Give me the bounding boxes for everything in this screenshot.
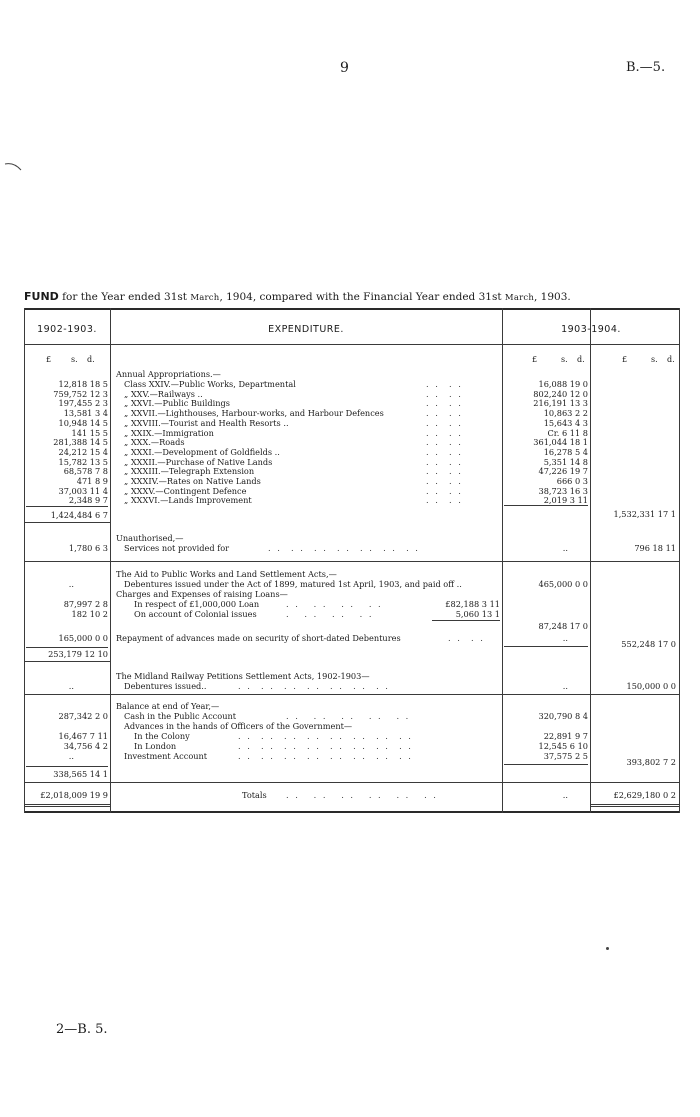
shilling-sign: s. bbox=[561, 355, 568, 364]
balance-total-1902: 338,565 14 1 bbox=[53, 769, 108, 779]
annual-row-label: „ XXVIII.—Tourist and Health Resorts .. bbox=[124, 417, 289, 428]
aid-charges-1903: 87,248 17 0 bbox=[538, 621, 588, 631]
annual-row-1902: 281,388 14 5 bbox=[53, 437, 108, 448]
aid-total-1902: 253,179 12 10 bbox=[48, 649, 108, 659]
annual-row-1902: 759,752 12 3 bbox=[53, 388, 108, 399]
leader-dots: . . . . bbox=[426, 437, 463, 448]
investment-1902: .. bbox=[68, 751, 74, 761]
annual-row-label: „ XXIX.—Immigration bbox=[124, 427, 214, 438]
balance-total-1903: 393,802 7 2 bbox=[626, 757, 676, 767]
aid-total-1903: 552,248 17 0 bbox=[621, 639, 676, 649]
unauthorised-1902: 1,780 6 3 bbox=[68, 543, 108, 553]
annual-row-1903: 2,019 3 11 bbox=[543, 495, 588, 506]
london-1903: 12,545 6 10 bbox=[538, 741, 588, 751]
margin-mark bbox=[4, 160, 24, 174]
annual-row-1903: 47,226 19 7 bbox=[538, 466, 588, 477]
annual-row-1902: 10,948 14 5 bbox=[58, 417, 108, 428]
fund-title-bold: FUND bbox=[24, 290, 59, 303]
unauthorised-1903-mid: .. bbox=[562, 543, 568, 553]
colony-label: In the Colony bbox=[134, 731, 190, 741]
annual-row-1902: 68,578 7 8 bbox=[63, 466, 108, 477]
fund-title-part2: , 1904, compared with the Financial Year ended 31st bbox=[219, 291, 505, 303]
investment-1903: 37,575 2 5 bbox=[543, 751, 588, 761]
leader-dots: . . . . bbox=[426, 446, 463, 457]
aid-debentures-1902: .. bbox=[68, 579, 74, 589]
midland-1903: 150,000 0 0 bbox=[626, 681, 676, 691]
aid-charges-label: Charges and Expenses of raising Loans— bbox=[116, 589, 288, 599]
annual-row-1902: 13,581 3 4 bbox=[63, 408, 108, 419]
fund-title bbox=[24, 290, 571, 303]
aid-loan-amount: £82,188 3 11 bbox=[445, 599, 500, 609]
london-label: In London bbox=[134, 741, 177, 751]
leader-dots: . . . . bbox=[426, 408, 463, 419]
pence-sign: d. bbox=[577, 355, 585, 364]
col-1903-header: 1903-1904. bbox=[561, 324, 621, 335]
annual-row-label: „ XXVII.—Lighthouses, Harbour-works, and Harbour Defences bbox=[124, 408, 384, 419]
aid-repayment-1902: 165,000 0 0 bbox=[58, 633, 108, 643]
unauthorised-label: Services not provided for bbox=[124, 543, 230, 553]
leader-dots: . . . . bbox=[426, 417, 463, 428]
colony-1902: 16,467 7 11 bbox=[58, 731, 108, 741]
page-number: 9 bbox=[340, 60, 349, 76]
annual-row-1903: 15,643 4 3 bbox=[543, 417, 588, 428]
unauthorised-1903: 796 18 11 bbox=[634, 543, 676, 553]
footer-reference: 2—B. 5. bbox=[56, 1022, 108, 1037]
cash-label: Cash in the Public Account bbox=[124, 711, 237, 721]
aid-debentures-label: Debentures issued under the Act of 1899, matured 1st April, 1903, and paid off .. bbox=[124, 579, 462, 589]
annual-row-label: „ XXX.—Roads bbox=[124, 437, 185, 448]
annual-total-1903: 1,532,331 17 1 bbox=[613, 509, 676, 519]
pound-sign: £ bbox=[622, 355, 628, 364]
pence-sign: d. bbox=[667, 355, 675, 364]
annual-row-1902: 141 15 5 bbox=[71, 427, 108, 438]
annual-row-1903: 216,191 13 3 bbox=[533, 398, 588, 409]
leader-dots: . . . . bbox=[426, 398, 463, 409]
shilling-sign: s. bbox=[651, 355, 658, 364]
annual-row-label: „ XXXIV.—Rates on Native Lands bbox=[124, 476, 261, 486]
pence-sign: d. bbox=[87, 355, 95, 364]
unauthorised-heading: Unauthorised,— bbox=[116, 533, 184, 543]
annual-row-1902: 2,348 9 7 bbox=[68, 495, 108, 506]
annual-row-label: „ XXVI.—Public Buildings bbox=[124, 398, 230, 409]
aid-repayment-1903: .. bbox=[562, 633, 568, 643]
cash-1903: 320,790 8 4 bbox=[538, 711, 588, 721]
advances-label: Advances in the hands of Officers of the Government— bbox=[124, 721, 353, 731]
annual-row-1903: 5,351 14 8 bbox=[543, 456, 588, 467]
aid-colonial-label: On account of Colonial issues bbox=[134, 609, 257, 619]
annual-row-1903: 802,240 12 0 bbox=[533, 388, 588, 399]
annual-row-label: „ XXXII.—Purchase of Native Lands bbox=[124, 456, 273, 467]
fund-title-part1: for the Year ended 31st bbox=[58, 291, 191, 303]
col-expenditure-header: EXPENDITURE. bbox=[268, 324, 344, 335]
annual-row-label: „ XXXIII.—Telegraph Extension bbox=[124, 466, 255, 477]
colony-1903: 22,891 9 7 bbox=[543, 731, 588, 741]
annual-row-1903: 16,278 5 4 bbox=[543, 446, 588, 457]
leader-dots: . . . . bbox=[426, 485, 463, 496]
aid-colonial-amount: 5,060 13 1 bbox=[455, 609, 500, 619]
col-1902-header: 1902-1903. bbox=[37, 324, 97, 335]
aid-repayment-label: Repayment of advances made on security of short-dated Debentures bbox=[116, 633, 401, 643]
annual-row-1903: 38,723 16 3 bbox=[538, 485, 588, 496]
annual-row-label: „ XXXV.—Contingent Defence bbox=[124, 485, 247, 496]
annual-row-1902: 197,455 2 3 bbox=[58, 398, 108, 409]
midland-label: Debentures issued.. bbox=[124, 681, 207, 691]
leader-dots: . . . . bbox=[426, 476, 463, 486]
expenditure-table: 1902-1903. EXPENDITURE. 1903-1904. £ s. d. £ s. d. £ s. d. Annual Appropriations.— 12,818 18 5 Class XXIV.—Public Works, Departmental . . . . 16,088 19 0 759,752 12 3 „ XXV.—Railways .. . . . . 802,240 12 0 197,455 2 3 „ XXVI.—Public Buildings . . . . 216,191 13 3 13,581 3 4 „ XXVII.—Lighthouses, Harbour-works, and Harbour Defences . . . . 10,863 2 2 10,948 14 5 „ XXVIII.—Tourist and Health Resorts .. . . . . 15,643 4 3 141 15 5 „ XXIX.—Immigration . . . . Cr. 6 11 8 281,388 14 5 „ XXX.—Roads . . . . 361,044 18 1 24,212 15 4 „ XXXI.—Development of Goldfields .. . . . . 16,278 5 4 15,782 13 5 „ XXXII.—Purchase of Native Lands . . . . 5,351 14 8 68,578 7 8 „ XXXIII.—Telegraph Extension . . . . 47,226 19 7 471 8 9 „ XXXIV.—Rates on Native Lands . . . . 666 0 3 37,003 11 4 „ XXXV.—Contingent Defence . . . . 38,723 16 3 2,348 9 7 „ XXXVI.—Lands Improvement . . . . 2,019 3 11 1,424,484 6 7 1,532,331 17 1 Unauthorised,— Services not provided for . . . . . . . . . . . . . . 1,780 6 3 .. 796 18 11 The Aid to Public Works and Land Settlement Acts,— Debentures issued under the Act of 1899, matured 1st April, 1903, and paid off .. .. 465,000 0 0 Charges and Expenses of raising Loans— In respect of £1,000,000 Loan . . . . . . . . 87,997 2 8 £82,188 3 11 On account of Colonial issues . . . . . . . 182 10 2 5,060 13 1 87,248 17 0 Repayment of advances made on security of short-dated Debentures . . . . 165,000 0 0 .. 253,179 12 10 552,248 17 0 The Midland Railway Petitions Settlement Acts, 1902-1903— Debentures issued.. . . . . . . . . . . . . . . .. .. 150,000 0 0 Balance at end of Year,— Cash in the Public Account . . . . . . . . . . 287,342 2 0 320,790 8 4 Advances in the hands of Officers of the Government— In the Colony . . . . . . . . . . . . . . . . 16,467 7 11 22,891 9 7 In London . . . . . . . . . . . . . . . . 34,756 4 2 12,545 6 10 Investment Account . . . . . . . . . . . . . . . . .. 37,575 2 5 338,565 14 1 393,802 7 2 Totals . . . . . . . . . . . . £2,018,009 19 9 .. £2,629,180 0 2 bbox=[24, 308, 680, 813]
aid-colonial-1902: 182 10 2 bbox=[71, 609, 108, 619]
annual-row-label: „ XXV.—Railways .. bbox=[124, 388, 203, 399]
leader-dots: . . . . bbox=[426, 456, 463, 467]
totals-1902: £2,018,009 19 9 bbox=[40, 790, 108, 800]
annual-row-label: „ XXXVI.—Lands Improvement bbox=[124, 495, 252, 506]
totals-1903-mid: .. bbox=[562, 790, 568, 800]
leader-dots: . . . . bbox=[426, 379, 463, 389]
investment-label: Investment Account bbox=[124, 751, 208, 761]
leader-dots: . . . . bbox=[426, 466, 463, 477]
fund-title-part3: , 1903. bbox=[534, 291, 571, 303]
leader-dots: . . . . bbox=[426, 427, 463, 438]
annual-row-1903: 10,863 2 2 bbox=[543, 408, 588, 419]
aid-loan-1902: 87,997 2 8 bbox=[63, 599, 108, 609]
balance-heading: Balance at end of Year,— bbox=[116, 701, 220, 711]
annual-row-label: Class XXIV.—Public Works, Departmental bbox=[124, 379, 296, 389]
midland-heading: The Midland Railway Petitions Settlement Acts, 1902-1903— bbox=[116, 671, 370, 681]
annual-row-1902: 37,003 11 4 bbox=[58, 485, 108, 496]
annual-row-1903: Cr. 6 11 8 bbox=[547, 427, 588, 438]
annual-row-1902: 24,212 15 4 bbox=[58, 446, 108, 457]
fund-title-month2: March bbox=[504, 293, 534, 303]
fund-title-month1: March bbox=[190, 293, 220, 303]
midland-1902: .. bbox=[68, 681, 74, 691]
annual-row-1902: 12,818 18 5 bbox=[58, 379, 108, 389]
pound-sign: £ bbox=[532, 355, 538, 364]
pound-sign: £ bbox=[46, 355, 52, 364]
annual-row-1902: 15,782 13 5 bbox=[58, 456, 108, 467]
annual-row-label: „ XXXI.—Development of Goldfields .. bbox=[124, 446, 280, 457]
aid-debentures-1903: 465,000 0 0 bbox=[538, 579, 588, 589]
annual-row-1903: 666 0 3 bbox=[556, 476, 588, 486]
annual-row-1902: 471 8 9 bbox=[76, 476, 108, 486]
totals-1903: £2,629,180 0 2 bbox=[613, 790, 676, 800]
leader-dots: . . . . bbox=[426, 495, 463, 506]
annual-row-1903: 16,088 19 0 bbox=[538, 379, 588, 389]
annual-row-1903: 361,044 18 1 bbox=[533, 437, 588, 448]
totals-label: Totals bbox=[242, 790, 267, 800]
page-reference: B.—5. bbox=[626, 60, 666, 75]
aid-loan-label: In respect of £1,000,000 Loan bbox=[134, 599, 260, 609]
aid-heading: The Aid to Public Works and Land Settlement Acts,— bbox=[116, 569, 337, 579]
leader-dots: . . . . bbox=[426, 388, 463, 399]
annual-appropriations-heading: Annual Appropriations.— bbox=[116, 369, 221, 379]
london-1902: 34,756 4 2 bbox=[63, 741, 108, 751]
cash-1902: 287,342 2 0 bbox=[58, 711, 108, 721]
shilling-sign: s. bbox=[71, 355, 78, 364]
annual-total-1902: 1,424,484 6 7 bbox=[50, 510, 108, 520]
midland-1903-mid: .. bbox=[562, 681, 568, 691]
